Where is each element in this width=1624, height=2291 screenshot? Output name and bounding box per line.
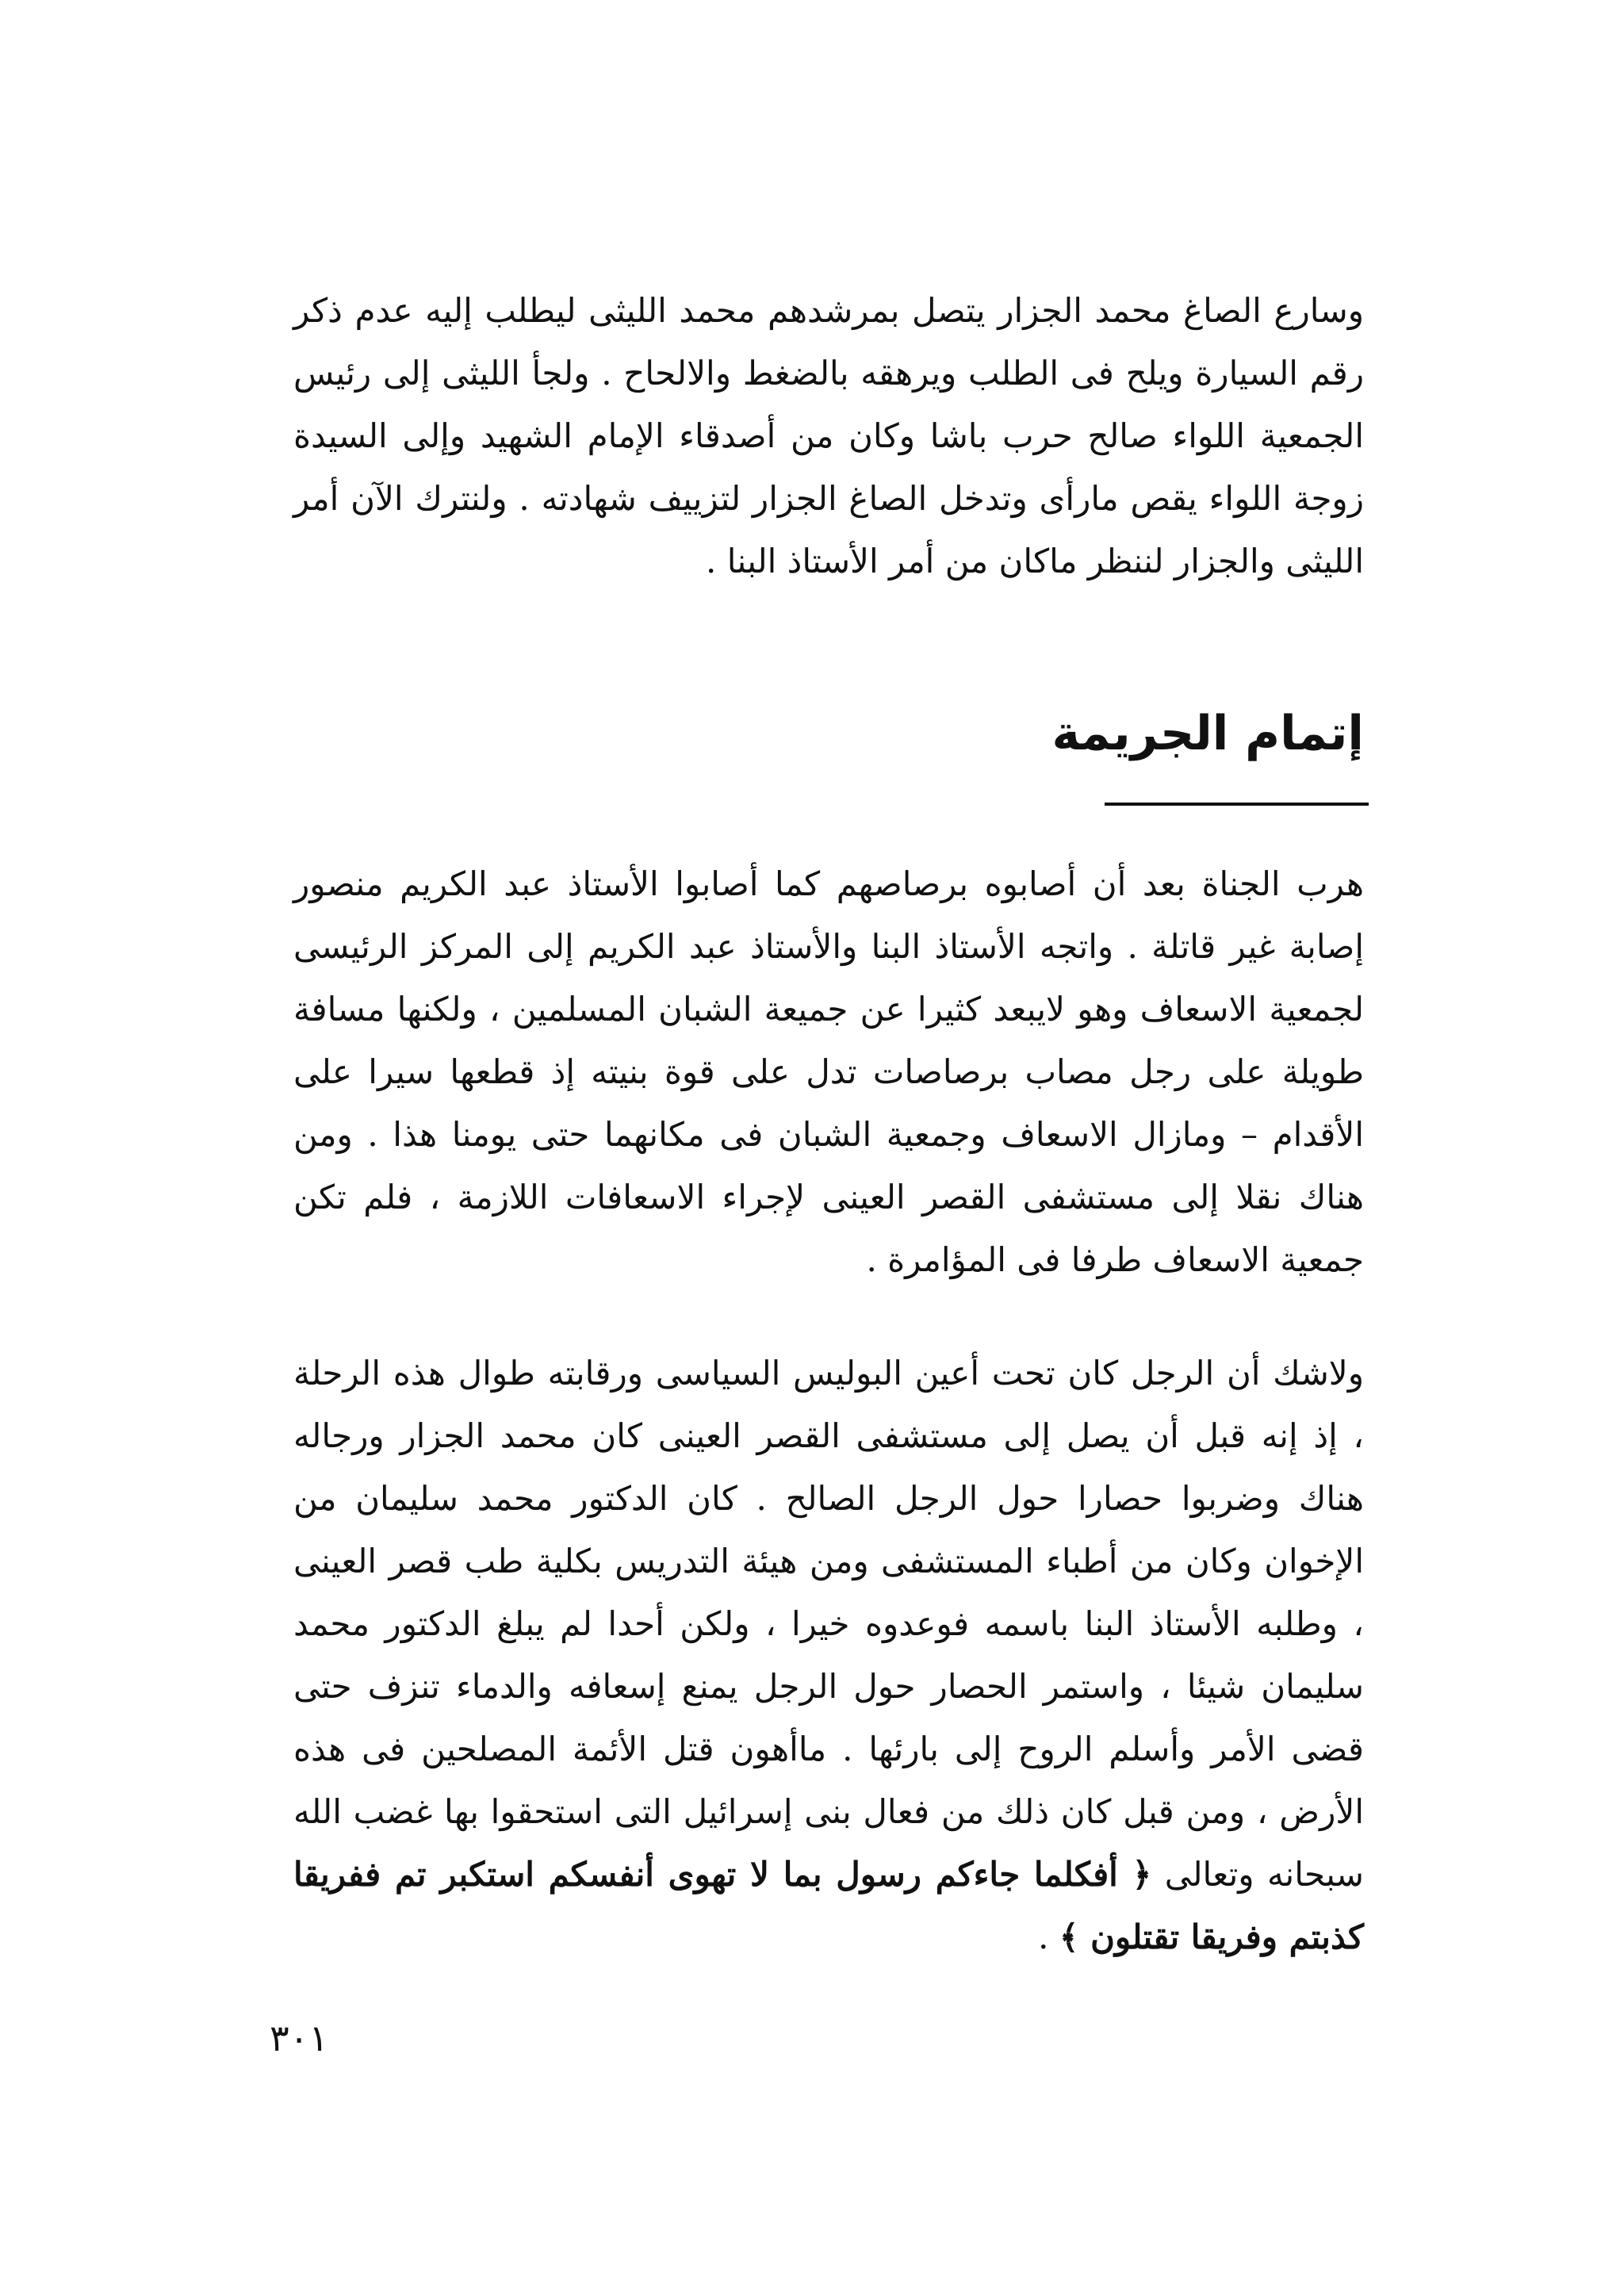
paragraph-intro: وسارع الصاغ محمد الجزار يتصل بمرشدهم محمد الليثى ليطلب إليه عدم ذكر رقم السيارة ويلح فى الطلب ويرهقه بالضغط والالحاح . ولجأ الليثى إلى رئيس الجمعية اللواء صالح حرب باشا وكان من أصدقاء الإمام الشهيد وإلى السيدة زوجة اللواء يقص مارأى وتدخل الصاغ الجزار لتزييف شهادته . ولنترك الآن أمر الليثى والجزار لننظر ماكان من أمر الأستاذ البنا . — [293, 291, 1364, 580]
page-number: ٣٠١ — [270, 2017, 329, 2059]
heading-underline — [1105, 803, 1369, 806]
section-heading: إتمام الجريمة — [1051, 706, 1364, 761]
paragraph-siege-end: . — [1038, 1917, 1059, 1956]
quran-verse: ﴿ أفكلما جاءكم رسول بما لا تهوى أنفسكم استكبر تم ففريقا كذبتم وفريقا تقتلون ﴾ — [293, 1855, 1364, 1956]
paragraph-siege-text: ولاشك أن الرجل كان تحت أعين البوليس السياسى ورقابته طوال هذه الرحلة ، إذ إنه قبل أن يصل إلى مستشفى القصر العينى كان محمد الجزار ورجاله هناك وضربوا حصارا حول الرجل الصالح . كان الدكتور محمد سليمان من الإخوان وكان من أطباء المستشفى ومن هيئة التدريس بكلية طب قصر العينى ، وطلبه الأستاذ البنا باسمه فوعدوه خيرا ، ولكن أحدا لم يبلغ الدكتور محمد سليمان شيئا ، واستمر الحصار حول الرجل يمنع إسعافه والدماء تنزف حتى قضى الأمر وأسلم الروح إلى بارئها . ماأهون قتل الأئمة المصلحين فى هذه الأرض ، ومن قبل كان ذلك من فعال بنى إسرائيل التى استحقوا بها غضب الله سبحانه وتعالى — [293, 1354, 1364, 1894]
paragraph-escape: هرب الجناة بعد أن أصابوه برصاصهم كما أصابوا الأستاذ عبد الكريم منصور إصابة غير قاتلة . واتجه الأستاذ البنا والأستاذ عبد الكريم إلى المركز الرئيسى لجمعية الاسعاف وهو لايبعد كثيرا عن جميعة الشبان المسلمين ، ولكنها مسافة طويلة على رجل مصاب برصاصات تدل على قوة بنيته إذ قطعها سيرا على الأقدام – ومازال الاسعاف وجمعية الشبان فى مكانهما حتى يومنا هذا . ومن هناك نقلا إلى مستشفى القصر العينى لإجراء الاسعافات اللازمة ، فلم تكن جمعية الاسعاف طرفا فى المؤامرة . — [293, 864, 1364, 1279]
paragraph-siege — [293, 1342, 1364, 1968]
